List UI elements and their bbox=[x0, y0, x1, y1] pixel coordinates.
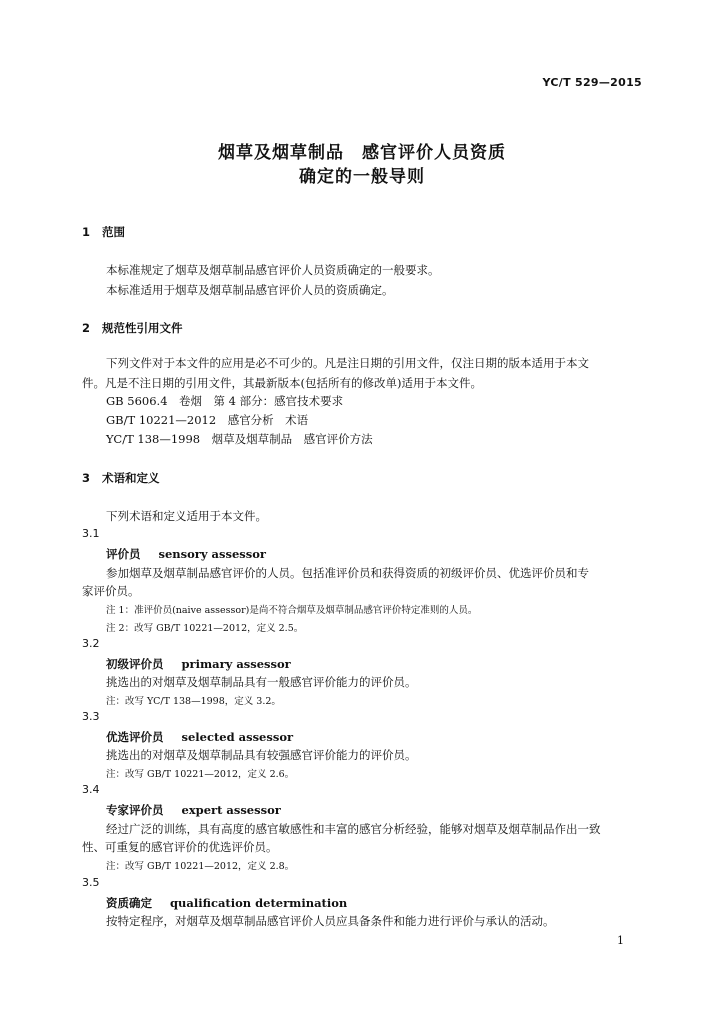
term-number: 3.4 bbox=[82, 783, 100, 796]
section-number: 2 bbox=[82, 321, 91, 335]
term-definition-line1: 按特定程序，对烟草及烟草制品感官评价人员应具备条件和能力进行评价与承认的活动。 bbox=[106, 914, 555, 928]
section-heading-scope bbox=[82, 224, 125, 240]
term-english: qualification determination bbox=[170, 896, 348, 910]
page-number: 1 bbox=[617, 934, 624, 947]
reference-item: GB 5606.4 卷烟 第 4 部分：感官技术要求 bbox=[106, 394, 344, 408]
document-title-line1: 烟草及烟草制品 感官评价人员资质 bbox=[218, 143, 506, 163]
term-english: sensory assessor bbox=[158, 547, 266, 561]
term-definition-line1: 经过广泛的训练，具有高度的感官敏感性和丰富的感官分析经验，能够对烟草及烟草制品作出一致 bbox=[106, 822, 601, 836]
term-note: 注：改写 GB/T 10221—2012，定义 2.8。 bbox=[106, 861, 295, 872]
term-heading bbox=[106, 729, 293, 745]
scope-paragraph-1: 本标准规定了烟草及烟草制品感官评价人员资质确定的一般要求。 bbox=[106, 263, 440, 277]
term-heading bbox=[106, 802, 281, 818]
term-heading bbox=[106, 895, 347, 911]
reference-item: YC/T 138—1998 烟草及烟草制品 感官评价方法 bbox=[106, 432, 373, 446]
term-definition-line1: 挑选出的对烟草及烟草制品具有较强感官评价能力的评价员。 bbox=[106, 748, 417, 762]
section-number: 3 bbox=[82, 471, 91, 485]
scope-paragraph-2: 本标准适用于烟草及烟草制品感官评价人员的资质确定。 bbox=[106, 283, 394, 297]
term-chinese: 优选评价员 bbox=[106, 730, 164, 744]
term-number: 3.2 bbox=[82, 637, 100, 650]
section-title: 规范性引用文件 bbox=[102, 321, 183, 335]
document-title-line2: 确定的一般导则 bbox=[299, 167, 425, 187]
term-definition-line1: 挑选出的对烟草及烟草制品具有一般感官评价能力的评价员。 bbox=[106, 675, 417, 689]
term-chinese: 专家评价员 bbox=[106, 803, 164, 817]
term-chinese: 评价员 bbox=[106, 547, 141, 561]
term-note: 注 1：准评价员(naive assessor)是尚不符合烟草及烟草制品感官评价特定准则的人员。 bbox=[106, 605, 478, 616]
section-title: 范围 bbox=[102, 225, 125, 239]
term-note: 注 2：改写 GB/T 10221—2012，定义 2.5。 bbox=[106, 623, 304, 634]
standard-code: YC/T 529—2015 bbox=[542, 76, 642, 89]
term-definition-line1: 参加烟草及烟草制品感官评价的人员。包括准评价员和获得资质的初级评价员、优选评价员和专 bbox=[106, 566, 589, 580]
term-note: 注：改写 GB/T 10221—2012，定义 2.6。 bbox=[106, 769, 295, 780]
term-english: selected assessor bbox=[181, 730, 294, 744]
term-definition-line2: 家评价员。 bbox=[82, 584, 140, 598]
term-number: 3.3 bbox=[82, 710, 100, 723]
reference-item: GB/T 10221—2012 感官分析 术语 bbox=[106, 413, 309, 427]
term-number: 3.1 bbox=[82, 527, 100, 540]
term-definition-line2: 性、可重复的感官评价的优选评价员。 bbox=[82, 840, 278, 854]
section-heading-terms-definitions bbox=[82, 470, 160, 486]
section-title: 术语和定义 bbox=[102, 471, 160, 485]
term-note: 注：改写 YC/T 138—1998，定义 3.2。 bbox=[106, 696, 281, 707]
term-number: 3.5 bbox=[82, 876, 100, 889]
term-english: primary assessor bbox=[181, 657, 291, 671]
references-paragraph-line1: 下列文件对于本文件的应用是必不可少的。凡是注日期的引用文件，仅注日期的版本适用于本文 bbox=[106, 356, 589, 370]
term-heading bbox=[106, 656, 291, 672]
section-heading-normative-references bbox=[82, 320, 183, 336]
references-paragraph-line2: 件。凡是不注日期的引用文件，其最新版本(包括所有的修改单)适用于本文件。 bbox=[82, 376, 482, 390]
section-number: 1 bbox=[82, 225, 91, 239]
term-chinese: 初级评价员 bbox=[106, 657, 164, 671]
term-english: expert assessor bbox=[181, 803, 281, 817]
term-chinese: 资质确定 bbox=[106, 896, 152, 910]
term-heading bbox=[106, 546, 266, 562]
terms-intro: 下列术语和定义适用于本文件。 bbox=[106, 509, 267, 523]
